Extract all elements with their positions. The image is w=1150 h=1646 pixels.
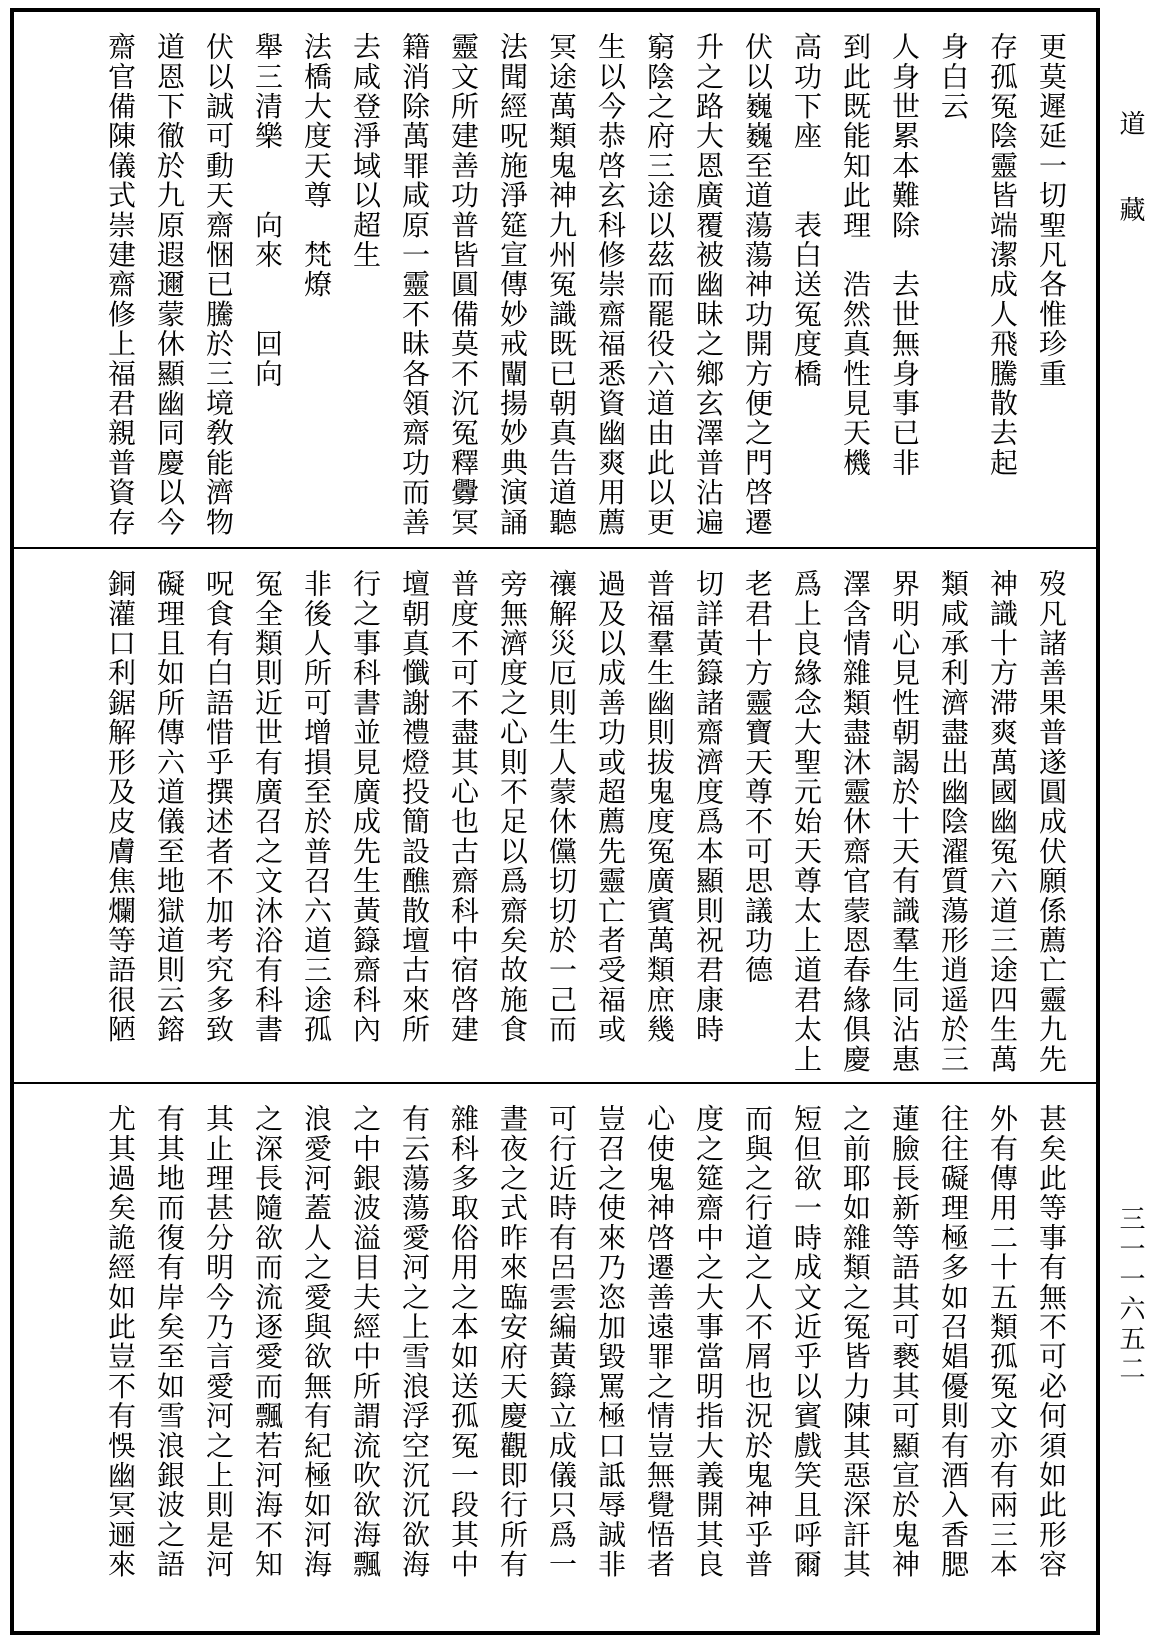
column-group	[14, 549, 1096, 1082]
text-column: 神識十方滞爽萬國幽冤六道三途四生萬	[986, 569, 1019, 1074]
text-column: 雜科多取俗用之本如送孤冤一段其中	[447, 1104, 480, 1580]
text-column: 尤其過矣詭經如此豈不有悞幽冥逦來	[104, 1104, 137, 1580]
text-column: 有云蕩蕩愛河之上雪浪浮空沉沉欲海	[398, 1104, 431, 1580]
text-column: 銅灌口利鋸解形及皮膚焦爛等語很陋	[104, 569, 137, 1045]
text-column: 身白云	[937, 32, 970, 122]
text-column: 禳解災厄則生人蒙休儻切切於一己而	[545, 569, 578, 1045]
page-frame	[10, 8, 1100, 1635]
text-column: 存孤冤陰靈皆端潔成人飛騰散去起	[986, 32, 1019, 478]
volume-label: 道藏	[1115, 110, 1145, 282]
text-column: 升之路大恩廣覆被幽昧之鄉玄澤普沾遍	[692, 32, 725, 537]
text-column: 之中銀波溢目夫經中所謂流吹欲海飄	[349, 1104, 382, 1580]
text-column: 法聞經呪施淨筵宣傳妙戒闡揚妙典演誦	[496, 32, 529, 537]
text-column: 類咸承利濟盡出幽陰濯質蕩形逍遥於三	[937, 569, 970, 1074]
text-column: 生以今恭啓玄科修崇齋福悉資幽爽用薦	[594, 32, 627, 537]
text-column: 心使鬼神啓遷善遠罪之情豈無覺悟者	[643, 1104, 676, 1580]
text-column: 之深長隨欲而流逐愛而飄若河海不知	[251, 1104, 284, 1580]
text-column: 之前耶如雜類之冤皆力陳其惡深訐其	[839, 1104, 872, 1580]
text-column: 過及以成善功或超薦先靈亡者受福或	[594, 569, 627, 1045]
text-column: 旁無濟度之心則不足以爲齋矣故施食	[496, 569, 529, 1045]
text-column: 舉三清樂 向來 回向	[251, 32, 284, 389]
text-column: 可行近時有呂雲編黃籙立成儀只爲一	[545, 1104, 578, 1580]
text-panel-bottom	[14, 1082, 1096, 1631]
text-column: 外有傳用二十五類孤冤文亦有兩三本	[986, 1104, 1019, 1580]
text-column: 往往礙理極多如召娼優則有酒入香腮	[937, 1104, 970, 1580]
text-column: 其止理甚分明今乃言愛河之上則是河	[202, 1104, 235, 1580]
text-column: 行之事科書並見廣成先生黃籙齋科內	[349, 569, 382, 1045]
text-column: 短但欲一時成文近乎以賓戲笑且呼爾	[790, 1104, 823, 1580]
text-column: 冤全類則近世有廣召之文沐浴有科書	[251, 569, 284, 1045]
text-panel-top	[14, 12, 1096, 547]
column-group	[14, 12, 1096, 547]
text-column: 道恩下徹於九原遐邇蒙休顯幽同慶以今	[153, 32, 186, 537]
text-column: 普福羣生幽則拔鬼度冤廣賓萬類庶幾	[643, 569, 676, 1045]
text-column: 窮陰之府三途以茲而罷役六道由此以更	[643, 32, 676, 537]
text-column: 去咸登淨域以超生	[349, 32, 382, 270]
page-number: 三一一六五二	[1115, 1205, 1145, 1385]
text-column: 齋官備陳儀式崇建齋修上福君親普資存	[104, 32, 137, 537]
text-column: 伏以誠可動天齋悃已騰於三境敎能濟物	[202, 32, 235, 537]
text-column: 壇朝真懺謝禮燈投簡設醮散壇古來所	[398, 569, 431, 1045]
text-column: 到此既能知此理 浩然真性見天機	[839, 32, 872, 478]
text-column: 爲上良緣念大聖元始天尊太上道君太上	[790, 569, 823, 1074]
text-column: 而與之行道之人不屑也況於鬼神乎普	[741, 1104, 774, 1580]
text-column: 有其地而復有岸矣至如雪浪銀波之語	[153, 1104, 186, 1580]
text-column: 澤含情雜類盡沐靈休齋官蒙恩春緣俱慶	[839, 569, 872, 1074]
text-column: 老君十方靈寶天尊不可思議功德	[741, 569, 774, 985]
text-panel-middle	[14, 547, 1096, 1082]
text-column: 高功下座 表白送冤度橋	[790, 32, 823, 389]
text-column: 浪愛河蓋人之愛與欲無有紀極如河海	[300, 1104, 333, 1580]
text-column: 界明心見性朝謁於十天有識羣生同沾惠	[888, 569, 921, 1074]
text-column: 冥途萬類鬼神九州冤識既已朝真告道聽	[545, 32, 578, 537]
column-group	[14, 1084, 1096, 1631]
text-column: 人身世累本難除 去世無身事已非	[888, 32, 921, 478]
text-column: 普度不可不盡其心也古齋科中宿啓建	[447, 569, 480, 1045]
text-column: 歿凡諸善果普遂圓成伏願係薦亡靈九先	[1035, 569, 1068, 1074]
text-column: 晝夜之式昨來臨安府天慶觀即行所有	[496, 1104, 529, 1580]
text-column: 伏以巍巍至道蕩蕩神功開方便之門啓遷	[741, 32, 774, 537]
text-column: 非後人所可增損至於普召六道三途孤	[300, 569, 333, 1045]
text-column: 法橋大度天尊 梵燎	[300, 32, 333, 300]
text-column: 呪食有白語惜乎撰述者不加考究多致	[202, 569, 235, 1045]
text-column: 豈召之使來乃恣加毀罵極口詆辱誠非	[594, 1104, 627, 1580]
text-column: 礙理且如所傳六道儀至地獄道則云鎔	[153, 569, 186, 1045]
text-column: 靈文所建善功普皆圓備莫不沉冤釋釁冥	[447, 32, 480, 537]
text-column: 更莫遲延一切聖凡各惟珍重	[1035, 32, 1068, 389]
text-column: 甚矣此等事有無不可必何須如此形容	[1035, 1104, 1068, 1580]
text-column: 蓮臉長新等語其可褻其可顯宣於鬼神	[888, 1104, 921, 1580]
text-column: 籍消除萬罪咸原一靈不昧各領齋功而善	[398, 32, 431, 537]
text-column: 切詳黃籙諸齋濟度爲本顯則祝君康時	[692, 569, 725, 1045]
text-column: 度之筵齋中之大事當明指大義開其良	[692, 1104, 725, 1580]
